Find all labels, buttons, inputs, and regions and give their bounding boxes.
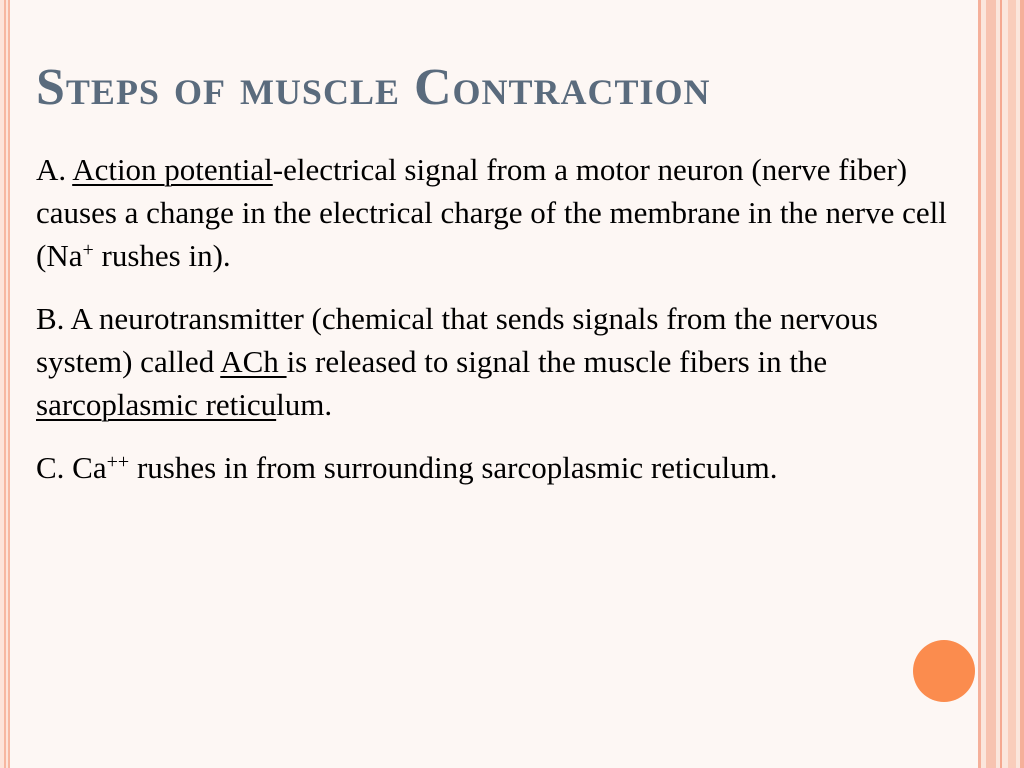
paragraph-b-text-mid: is released to signal the muscle fibers in the (286, 344, 828, 379)
paragraph-a-text: -electrical signal from a motor neuron (nerve fiber) causes a change in the electrical charge of the membrane in the nerve cell (Na (36, 152, 947, 273)
left-border-decoration (0, 0, 10, 768)
paragraph-c-text: C. Ca (36, 450, 107, 485)
superscript-plus: + (82, 239, 94, 261)
border-stripe (978, 0, 981, 768)
paragraph-c-text-end: rushes in from surrounding sarcoplasmic reticulum. (129, 450, 778, 485)
paragraph-b-text-end: lum. (276, 387, 333, 422)
paragraph-b (36, 297, 966, 426)
term-ach: ACh (220, 344, 287, 379)
paragraph-a-text-end: rushes in). (93, 238, 231, 273)
paragraph-a (36, 148, 966, 277)
left-border-line (4, 0, 6, 768)
accent-dot (913, 640, 975, 702)
border-stripe (1008, 0, 1016, 768)
term-sarcoplasmic-reticulum: sarcoplasmic reticu (36, 387, 277, 422)
slide-title: Steps of muscle Contraction (36, 59, 711, 116)
right-border-decoration (978, 0, 1024, 768)
superscript-plus-plus: ++ (106, 451, 130, 473)
border-stripe (1020, 0, 1024, 768)
border-stripe (986, 0, 996, 768)
paragraph-b-text: B. A neurotransmitter (chemical that sends signals from the nervous system) called (36, 301, 878, 379)
paragraph-a-prefix: A. (36, 152, 73, 187)
slide-body (36, 148, 966, 509)
paragraph-c (36, 446, 966, 489)
border-stripe (1000, 0, 1002, 768)
term-action-potential: Action potential (72, 152, 273, 187)
